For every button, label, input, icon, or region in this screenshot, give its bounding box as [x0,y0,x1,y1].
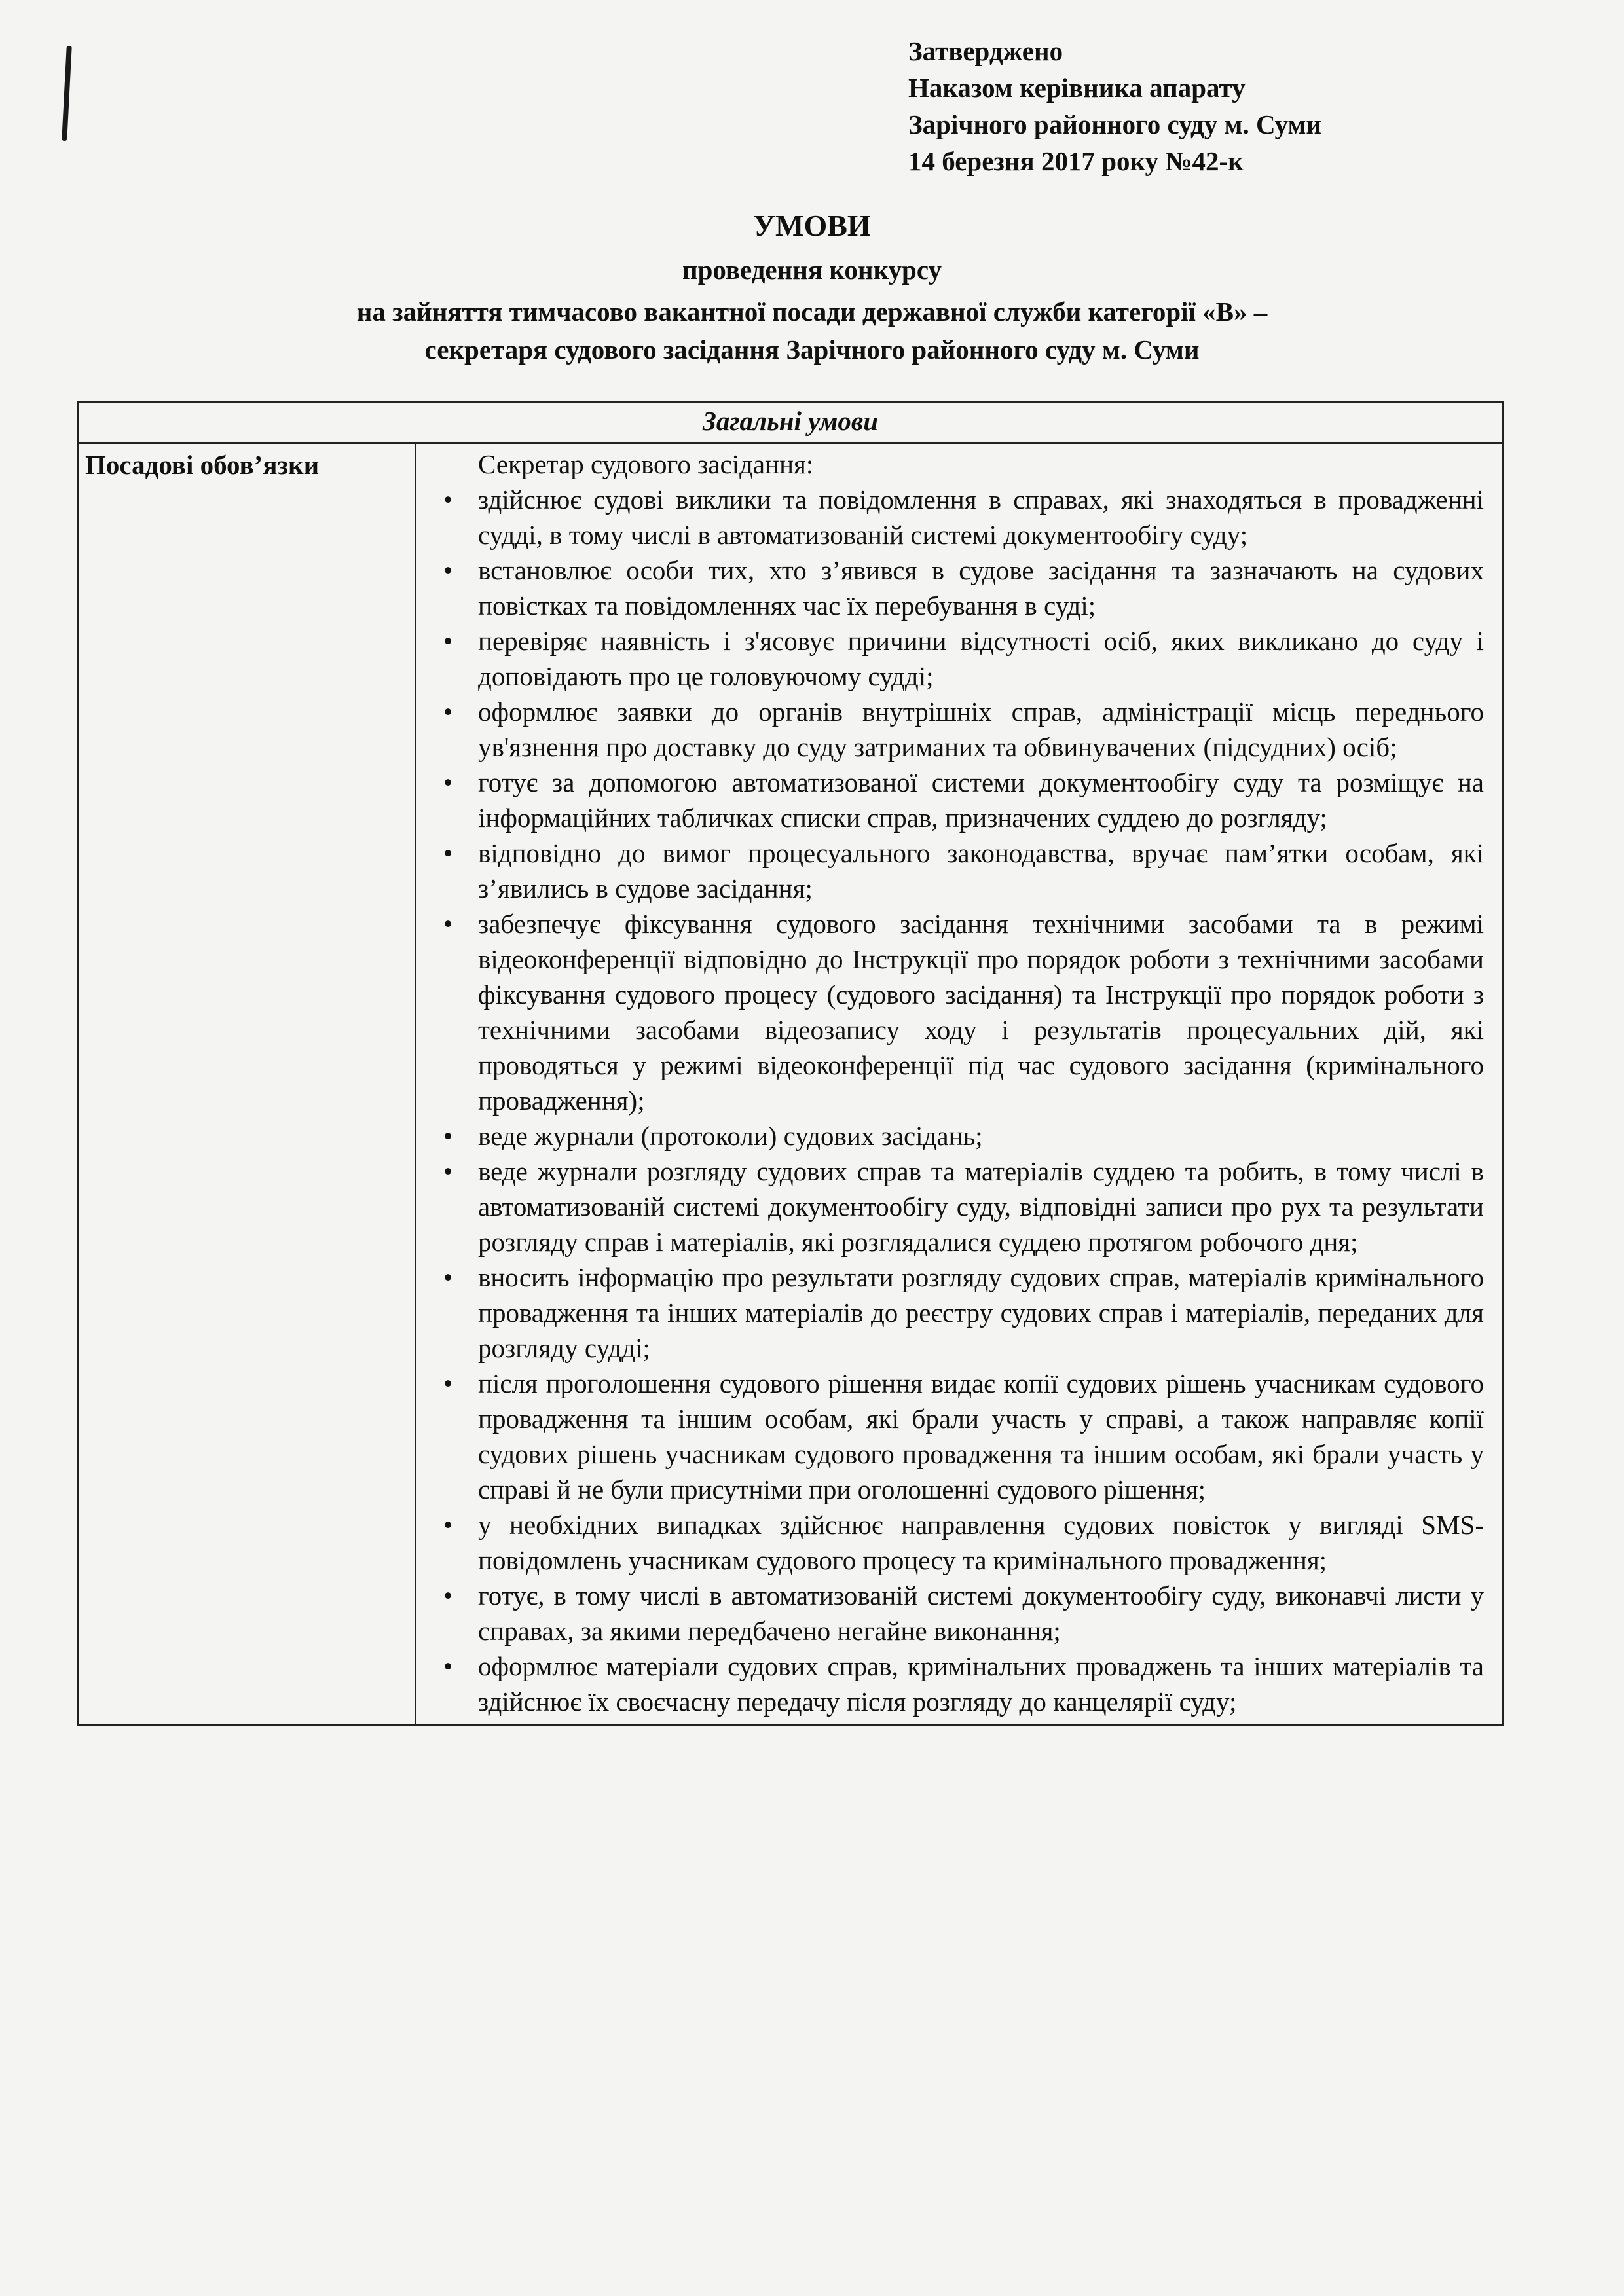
bullet-icon: • [443,626,453,656]
table-row [78,443,1504,1726]
duty-item [435,1154,1484,1260]
duty-text: здійснює судові виклики та повідомлення в справах, які знаходяться в провадженні судді, в тому числі в автоматизованій системі документообігу суду; [478,484,1484,550]
approval-stamp-block [908,33,1321,179]
duty-item [435,482,1484,553]
bullet-icon: • [443,1262,453,1292]
duty-text: готує, в тому числі в автоматизованій системі документообігу суду, виконавчі листи у справах, за якими передбачено негайне виконання; [478,1580,1484,1646]
bullet-icon: • [443,697,453,727]
approval-line-1: Затверджено [908,36,1063,66]
bullet-icon: • [443,484,453,515]
duty-text: після проголошення судового рішення видає копії судових рішень учасникам судового провадження та іншим особам, які брали участь у справі, а також направляє копії судових рішень учасникам судового провадження та іншим особам, які брали участь у справі й не були присутніми при оголошенні судового рішення; [478,1368,1484,1504]
duty-item [435,906,1484,1118]
duty-text: веде журнали розгляду судових справ та матеріалів суддею та робить, в тому числі в автоматизованій системі документообігу суду, відповідні записи про рух та результати розгляду справ і матеріалів, які розглядалися суддею протягом робочого дня; [478,1156,1484,1257]
approval-line-3: Зарічного районного суду м. Суми [908,109,1322,139]
duty-text: перевіряє наявність і з'ясовує причини відсутності осіб, яких викликано до суду і доповідають про це головуючому судді; [478,626,1484,691]
section-header: Загальні умови [78,402,1504,443]
duty-text: вносить інформацію про результати розгляду судових справ, матеріалів кримінального провадження та інших матеріалів до реєстру судових справ і матеріалів, переданих для розгляду судді; [478,1262,1484,1363]
duty-text: встановлює особи тих, хто з’явився в судове засідання та зазначають на судових повістках та повідомленнях час їх перебування в суді; [478,555,1484,621]
duty-text: відповідно до вимог процесуального законодавства, вручає пам’ятки особам, які з’явились в судове засідання; [478,838,1484,903]
duty-text: у необхідних випадках здійснює направлення судових повісток у вигляді SMS-повідомлень учасникам судового процесу та кримінального провадження; [478,1510,1484,1575]
document-subtitle-3: секретаря судового засідання Зарічного районного суду м. Суми [424,335,1200,365]
bullet-icon: • [443,1510,453,1540]
duty-item [435,553,1484,623]
duty-item [435,1366,1484,1507]
duty-text: готує за допомогою автоматизованої системи документообігу суду та розміщує на інформаційних табличках списки справ, призначених суддею до розгляду; [478,767,1484,833]
duties-list [435,482,1484,1719]
duties-content-cell [416,443,1504,1726]
table-header-row [78,402,1504,443]
duty-item [435,623,1484,694]
duty-item [435,1507,1484,1578]
duty-text: оформлює заявки до органів внутрішніх справ, адміністрації місць переднього ув'язнення про доставку до суду затриманих та обвинувачених (підсудних) осіб; [478,697,1484,762]
duty-item [435,835,1484,906]
bullet-icon: • [443,1651,453,1681]
duty-item [435,1260,1484,1366]
bullet-icon: • [443,1121,453,1151]
handwritten-pen-mark [62,46,72,141]
duty-text: оформлює матеріали судових справ, кримінальних проваджень та інших матеріалів та здійснює їх своєчасну передачу після розгляду до канцелярії суду; [478,1651,1484,1717]
document-subtitle-1: проведення конкурсу [682,255,942,285]
bullet-icon: • [443,838,453,868]
bullet-icon: • [443,555,453,585]
duty-item [435,694,1484,765]
approval-line-4: 14 березня 2017 року №42-к [908,146,1244,176]
bullet-icon: • [443,767,453,797]
duty-item [435,1118,1484,1154]
document-subtitle-2: на зайняття тимчасово вакантної посади державної служби категорії «В» – [356,297,1268,327]
duties-intro: Секретар судового засідання: [478,449,814,479]
duty-item [435,1649,1484,1719]
duty-text: забезпечує фіксування судового засідання технічними засобами та в режимі відеоконференції відповідно до Інструкції про порядок роботи з технічними засобами фіксування судового процесу (судового засідання) та Інструкції про порядок роботи з технічними засобами відеозапису ходу і результатів процесуальних дій, які проводяться у режимі відеоконференції під час судового засідання (кримінального провадження); [478,909,1484,1116]
document-title: УМОВИ [753,209,871,242]
duty-item [435,765,1484,835]
approval-line-2: Наказом керівника апарату [908,73,1246,103]
bullet-icon: • [443,1156,453,1186]
duty-item [435,1578,1484,1649]
bullet-icon: • [443,909,453,939]
duty-text: веде журнали (протоколи) судових засідань; [478,1121,983,1151]
bullet-icon: • [443,1580,453,1611]
row-label-duties: Посадові обов’язки [78,443,416,1726]
bullet-icon: • [443,1368,453,1398]
conditions-table [77,401,1504,1726]
